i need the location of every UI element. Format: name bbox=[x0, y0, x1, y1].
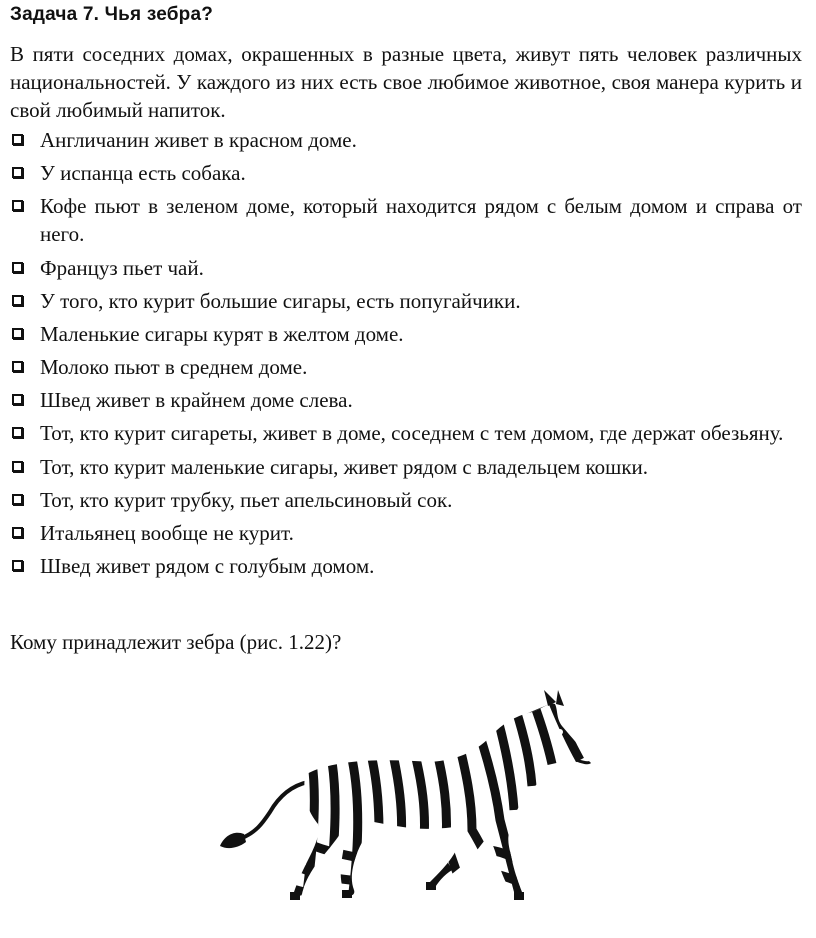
clue-text: Тот, кто курит маленькие сигары, живет рядом с владельцем кошки. bbox=[40, 455, 649, 479]
clue-item bbox=[10, 519, 802, 547]
clue-item bbox=[10, 386, 802, 414]
checkbox-icon bbox=[12, 560, 23, 571]
clue-item bbox=[10, 353, 802, 381]
problem-title: Задача 7. Чья зебра? bbox=[10, 4, 214, 25]
clue-item bbox=[10, 419, 802, 447]
checkbox-icon bbox=[12, 427, 23, 438]
clue-text: Француз пьет чай. bbox=[40, 256, 204, 280]
clue-item bbox=[10, 126, 802, 154]
problem-intro: В пяти соседних домах, окрашенных в разные цвета, живут пять человек различных национальностей. У каждого из них есть свое любимое животное, своя манера курить и свой любимый напиток. bbox=[10, 42, 802, 122]
clue-item bbox=[10, 320, 802, 348]
zebra-icon bbox=[210, 690, 610, 910]
clue-text: У испанца есть собака. bbox=[40, 161, 246, 185]
clue-text: Тот, кто курит трубку, пьет апельсиновый сок. bbox=[40, 488, 453, 512]
clue-text: Швед живет в крайнем доме слева. bbox=[40, 388, 353, 412]
clue-text: Швед живет рядом с голубым домом. bbox=[40, 554, 375, 578]
clue-item bbox=[10, 254, 802, 282]
clue-item bbox=[10, 287, 802, 315]
clue-item bbox=[10, 486, 802, 514]
clue-text: Молоко пьют в среднем доме. bbox=[40, 355, 308, 379]
checkbox-icon bbox=[12, 461, 23, 472]
checkbox-icon bbox=[12, 200, 23, 211]
clue-item bbox=[10, 453, 802, 481]
clue-item bbox=[10, 192, 802, 248]
checkbox-icon bbox=[12, 134, 23, 145]
clue-text: У того, кто курит большие сигары, есть попугайчики. bbox=[40, 289, 521, 313]
clue-item bbox=[10, 159, 802, 187]
checkbox-icon bbox=[12, 361, 23, 372]
problem-question: Кому принадлежит зебра (рис. 1.22)? bbox=[10, 630, 342, 654]
checkbox-icon bbox=[12, 295, 23, 306]
clue-item bbox=[10, 552, 802, 580]
clue-text: Маленькие сигары курят в желтом доме. bbox=[40, 322, 404, 346]
clue-text: Кофе пьют в зеленом доме, который находится рядом с белым домом и справа от него. bbox=[40, 194, 802, 246]
clue-text: Итальянец вообще не курит. bbox=[40, 521, 294, 545]
checkbox-icon bbox=[12, 394, 23, 405]
checkbox-icon bbox=[12, 527, 23, 538]
checkbox-icon bbox=[12, 262, 23, 273]
clue-list bbox=[10, 126, 802, 585]
checkbox-icon bbox=[12, 494, 23, 505]
clue-text: Тот, кто курит сигареты, живет в доме, соседнем с тем домом, где держат обезьяну. bbox=[40, 421, 784, 445]
checkbox-icon bbox=[12, 167, 23, 178]
clue-text: Англичанин живет в красном доме. bbox=[40, 128, 357, 152]
checkbox-icon bbox=[12, 328, 23, 339]
